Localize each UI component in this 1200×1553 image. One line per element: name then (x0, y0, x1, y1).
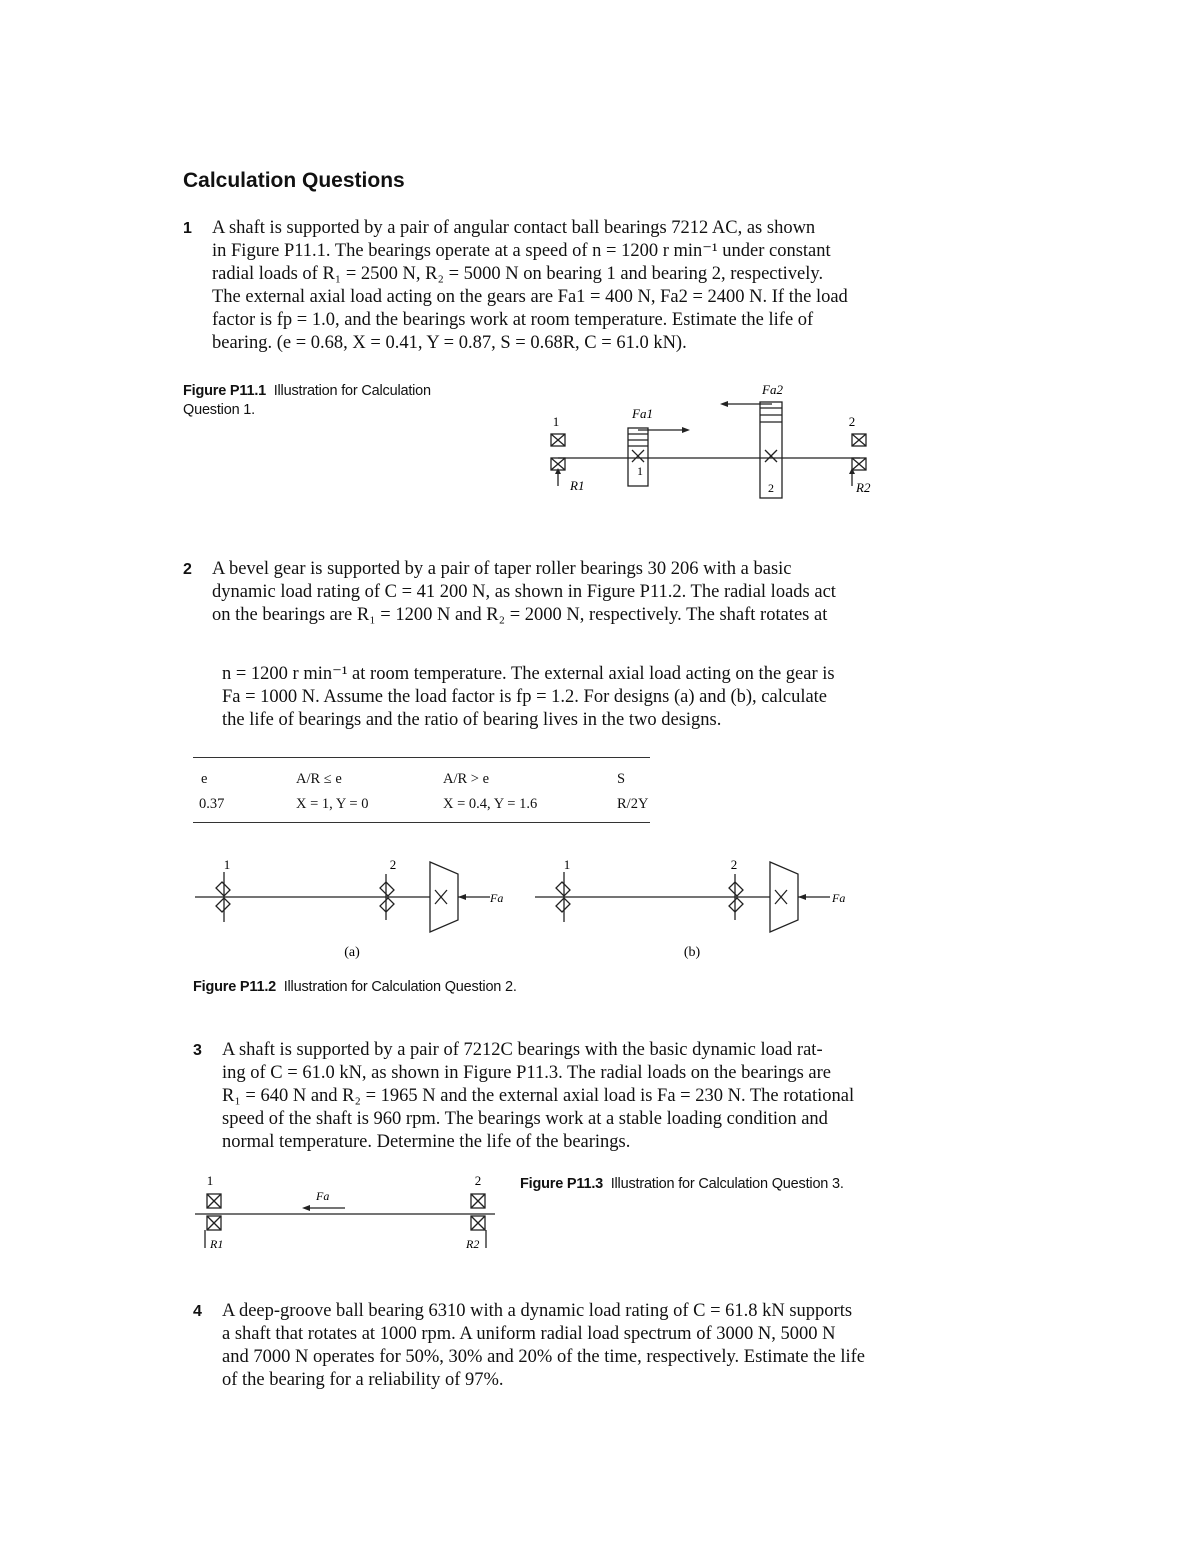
figure-p11-3-diagram (190, 1170, 510, 1260)
figure-label: Figure P11.2 (193, 979, 277, 995)
question-1-line: factor is fp = 1.0, and the bearings work at room temperature. Estimate the life of (212, 310, 814, 330)
question-1-line: A shaft is supported by a pair of angular contact ball bearings 7212 AC, as shown (212, 218, 816, 238)
r2-label: R2 (856, 480, 871, 495)
question-4-text (222, 1300, 865, 1392)
figure-label: Figure P11.1 (183, 383, 267, 399)
question-3-line: normal temperature. Determine the life of the bearings. (222, 1132, 631, 1152)
fa1-arrowhead (682, 427, 690, 433)
question-3-line: A shaft is supported by a pair of 7212C bearings with the basic dynamic load rat- (222, 1040, 823, 1060)
question-2-line: A bevel gear is supported by a pair of taper roller bearings 30 206 with a basic (212, 559, 792, 579)
question-4-line: a shaft that rotates at 1000 rpm. A uniform radial load spectrum of 3000 N, 5000 N (222, 1324, 836, 1344)
table-cell-high: X = 0.4, Y = 1.6 (443, 796, 538, 812)
table-header-e: e (201, 771, 208, 787)
fa2-label: Fa2 (762, 382, 783, 397)
bearing-2-label: 2 (474, 1173, 482, 1188)
question-3-line: R₁ = 640 N and R₂ = 1965 N and the external axial load is Fa = 230 N. The rotational (222, 1086, 855, 1106)
bearing-2-symbol (852, 434, 866, 486)
question-3-text (222, 1039, 854, 1154)
fa2-arrowhead (720, 401, 728, 407)
bearing-1-label: 1 (552, 414, 560, 429)
question-2-line: the life of bearings and the ratio of bearing lives in the two designs. (222, 710, 722, 730)
r1-label: R1 (210, 1237, 224, 1251)
question-1-number: 1 (183, 220, 192, 237)
question-2-line: dynamic load rating of C = 41 200 N, as shown in Figure P11.2. The radial loads act (212, 582, 836, 602)
figure-p11-2-diagram (190, 852, 870, 967)
fa-label-a: Fa (490, 891, 504, 905)
bearing-b1-label: 1 (563, 857, 571, 872)
page-heading: Calculation Questions (183, 169, 405, 192)
question-3-line: ing of C = 61.0 kN, as shown in Figure P11.3. The radial loads on the bearings are (222, 1063, 832, 1083)
question-1-line: radial loads of R₁ = 2500 N, R₂ = 5000 N on bearing 1 and bearing 2, respectively. (212, 264, 824, 284)
question-4-number: 4 (193, 1303, 202, 1320)
design-b-label: (b) (683, 945, 701, 960)
fa-arrowhead (302, 1205, 310, 1211)
figure-p11-3-caption (520, 1175, 844, 1194)
gear-1-label: 1 (637, 464, 643, 478)
question-2-line: n = 1200 r min⁻¹ at room temperature. The external axial load acting on the gear is (222, 664, 835, 684)
question-2-line: Fa = 1000 N. Assume the load factor is fp = 1.2. For designs (a) and (b), calculate (222, 687, 828, 707)
bevel-gear-a (430, 862, 458, 932)
bearing-1-symbol (551, 434, 565, 486)
table-top-rule (193, 757, 650, 758)
question-1-line: The external axial load acting on the gears are Fa1 = 400 N, Fa2 = 2400 N. If the load (212, 287, 848, 307)
table-header-high: A/R > e (443, 771, 490, 787)
design-a-label: (a) (344, 945, 360, 960)
bearing-2-label: 2 (848, 414, 856, 429)
table-cell-e: 0.37 (199, 796, 225, 812)
figure-p11-1-caption (183, 382, 473, 420)
question-3-line: speed of the shaft is 960 rpm. The bearings work at a stable loading condition and (222, 1109, 828, 1129)
bearing-b2-label: 2 (730, 857, 738, 872)
fa1-label: Fa1 (632, 406, 653, 421)
fa-arrowhead-b (798, 894, 806, 900)
bearing-a2-label: 2 (389, 857, 397, 872)
table-bottom-rule (193, 822, 650, 823)
figure-p11-1-diagram (530, 378, 890, 503)
question-4-line: and 7000 N operates for 50%, 30% and 20% of the time, respectively. Estimate the life (222, 1347, 866, 1367)
r2-label: R2 (466, 1237, 480, 1251)
figure-caption-text: Illustration for Calculation Question 2. (283, 979, 517, 995)
figure-label: Figure P11.3 (520, 1176, 604, 1192)
r1-arrowhead (555, 468, 561, 474)
bearing-a1-label: 1 (223, 857, 231, 872)
question-2-line: on the bearings are R₁ = 1200 N and R₂ = 2000 N, respectively. The shaft rotates at (212, 605, 828, 625)
question-2-number: 2 (183, 561, 192, 578)
question-1-line: in Figure P11.1. The bearings operate at a speed of n = 1200 r min⁻¹ under constant (212, 241, 831, 261)
gear-2-label: 2 (768, 481, 774, 495)
fa-label-b: Fa (832, 891, 846, 905)
question-4-line: of the bearing for a reliability of 97%. (222, 1370, 504, 1390)
fa-label: Fa (316, 1189, 330, 1203)
table-cell-low: X = 1, Y = 0 (296, 796, 369, 812)
question-4-line: A deep-groove ball bearing 6310 with a dynamic load rating of C = 61.8 kN supports (222, 1301, 853, 1321)
question-3-number: 3 (193, 1042, 202, 1059)
figure-p11-2-caption (193, 978, 517, 997)
question-1-text (212, 217, 848, 355)
table-header-low: A/R ≤ e (296, 771, 342, 787)
figure-caption-text: Illustration for Calculation Question 3. (610, 1176, 844, 1192)
question-1-line: bearing. (e = 0.68, X = 0.41, Y = 0.87, S = 0.68R, C = 61.0 kN). (212, 333, 687, 353)
question-2-continued-text (222, 663, 835, 732)
r1-label: R1 (570, 478, 585, 493)
table-header-s: S (617, 771, 626, 787)
fa-arrowhead-a (458, 894, 466, 900)
table-cell-s: R/2Y (617, 796, 649, 812)
figure-caption-text: Illustration for Calculation Question 1. (183, 383, 431, 418)
bevel-gear-b (770, 862, 798, 932)
bearing-1-label: 1 (206, 1173, 214, 1188)
question-2-text (212, 558, 836, 627)
